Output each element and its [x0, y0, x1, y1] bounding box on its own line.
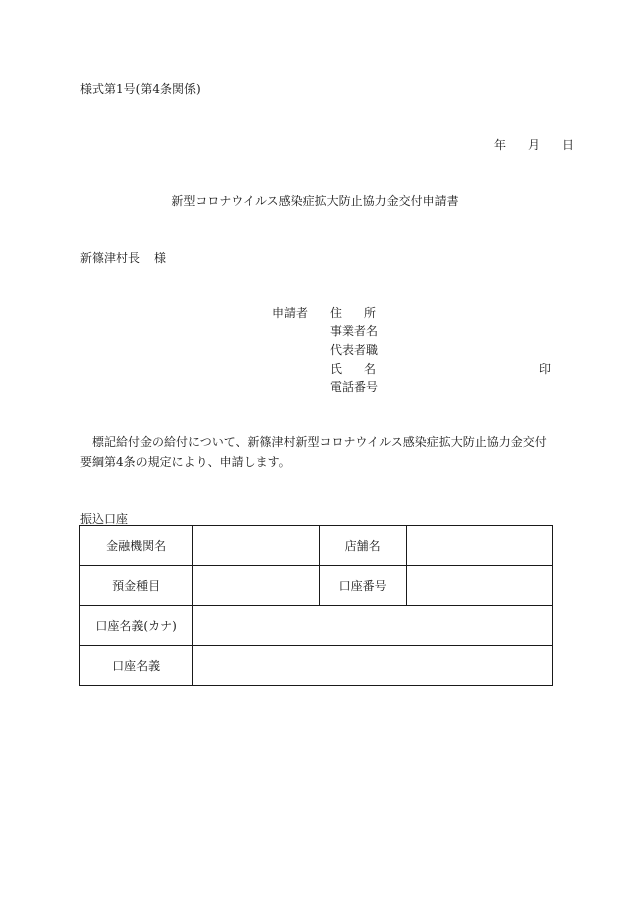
account-holder-label: 口座名義	[80, 646, 193, 686]
table-row	[80, 646, 553, 686]
account-holder-kana-label: 口座名義(カナ)	[80, 606, 193, 646]
seal-mark: 印	[539, 362, 552, 376]
addressee	[80, 249, 166, 266]
document-title: 新型コロナウイルス感染症拡大防止協力金交付申請書	[171, 194, 459, 208]
addressee-honorific: 様	[154, 251, 167, 265]
addressee-name: 新篠津村長	[80, 251, 141, 265]
form-number: 様式第1号(第4条関係)	[80, 82, 201, 96]
branch-name-field[interactable]	[406, 526, 552, 566]
bank-name-label: 金融機関名	[80, 526, 193, 566]
applicant-label: 申請者	[272, 306, 309, 320]
table-row	[80, 606, 553, 646]
date-month-label: 月	[528, 138, 541, 152]
account-holder-kana-field[interactable]	[193, 606, 553, 646]
bank-account-title: 振込口座	[80, 512, 129, 526]
applicant-address-label: 住 所	[330, 306, 376, 320]
bank-name-field[interactable]	[193, 526, 319, 566]
account-holder-field[interactable]	[193, 646, 553, 686]
table-row	[80, 566, 553, 606]
applicant-representative-title-label: 代表者職	[330, 343, 379, 357]
table-row	[80, 526, 553, 566]
account-number-field[interactable]	[406, 566, 552, 606]
bank-account-table	[79, 525, 553, 686]
applicant-business-name-label: 事業者名	[330, 324, 379, 338]
applicant-phone-label: 電話番号	[330, 380, 379, 394]
account-type-field[interactable]	[193, 566, 319, 606]
date-day-label: 日	[562, 138, 575, 152]
date-line	[468, 136, 574, 153]
branch-name-label: 店舗名	[319, 526, 406, 566]
application-statement: 標記給付金の給付について、新篠津村新型コロナウイルス感染症拡大防止協力金交付要綱第4条の規定により、申請します。	[80, 435, 547, 469]
account-number-label: 口座番号	[319, 566, 406, 606]
date-year-label: 年	[494, 138, 507, 152]
account-type-label: 預金種目	[80, 566, 193, 606]
applicant-name-label: 氏 名	[330, 362, 376, 376]
